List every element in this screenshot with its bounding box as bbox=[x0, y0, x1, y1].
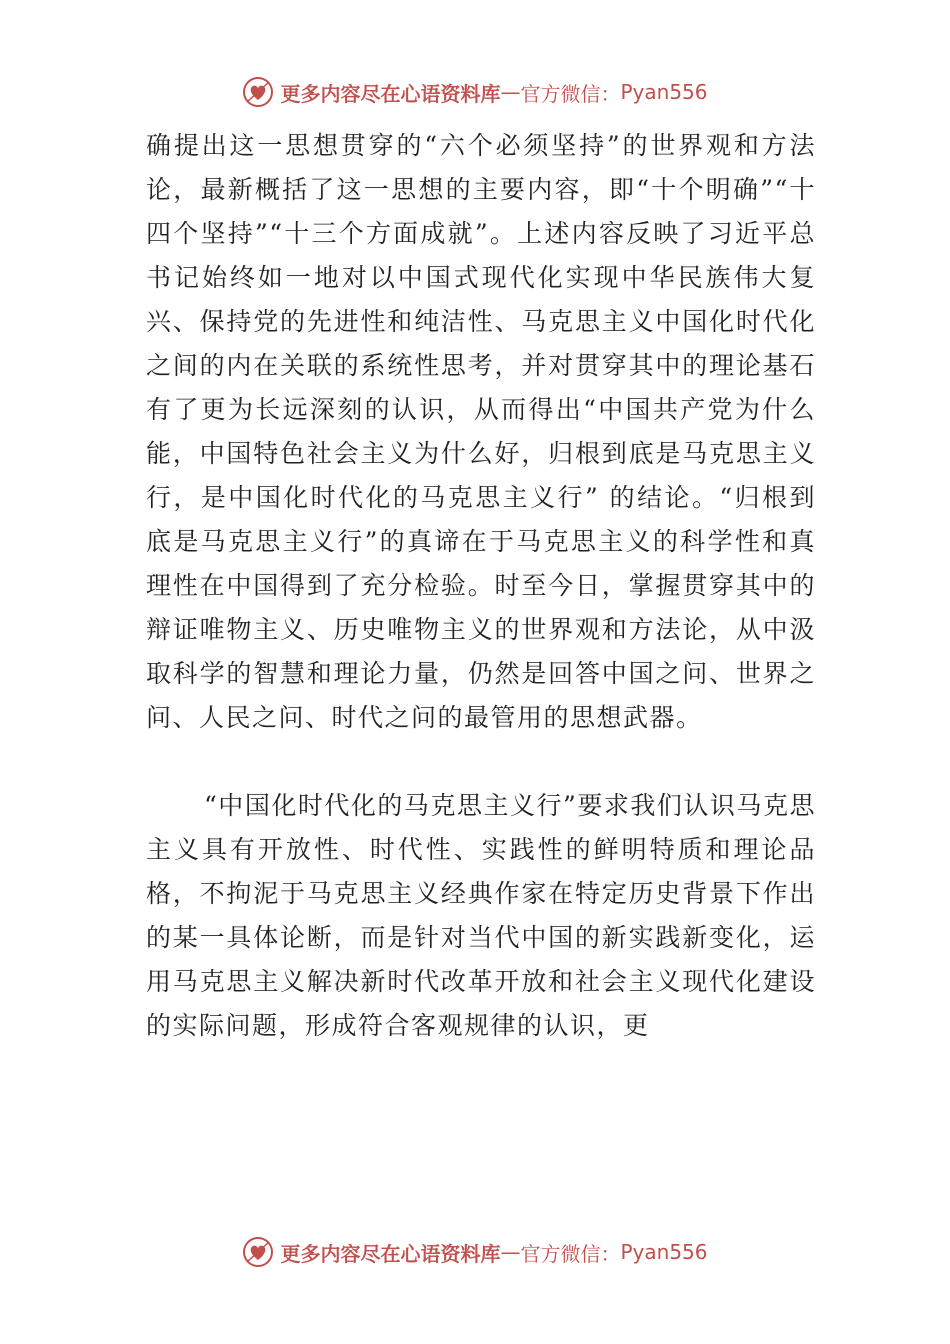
document-body bbox=[146, 124, 816, 1048]
footer-separator: — bbox=[500, 1240, 521, 1264]
footer-wechat-id: Pyan556 bbox=[620, 1240, 708, 1264]
paragraph-gap bbox=[146, 740, 816, 784]
header-watermark bbox=[0, 74, 950, 110]
heart-logo-icon bbox=[242, 76, 274, 108]
header-separator: — bbox=[500, 80, 521, 104]
footer-brand-text: 更多内容尽在心语资料库 bbox=[280, 1241, 501, 1266]
body-paragraph-1: 确提出这一思想贯穿的“六个必须坚持”的世界观和方法论，最新概括了这一思想的主要内容，即“十个明确”“十四个坚持”“十三个方面成就”。上述内容反映了习近平总书记始终如一地对以中国式现代化实现中华民族伟大复兴、保持党的先进性和纯洁性、马克思主义中国化时代化之间的内在关联的系统性思考，并对贯穿其中的理论基石有了更为长远深刻的认识，从而得出“中国共产党为什么能，中国特色社会主义为什么好，归根到底是马克思主义行，是中国化时代化的马克思主义行” 的结论。“归根到底是马克思主义行”的真谛在于马克思主义的科学性和真理性在中国得到了充分检验。时至今日，掌握贯穿其中的辩证唯物主义、历史唯物主义的世界观和方法论，从中汲取科学的智慧和理论力量，仍然是回答中国之问、世界之问、人民之问、时代之问的最管用的思想武器。 bbox=[146, 131, 816, 732]
header-wechat-label: 官方微信： bbox=[520, 81, 621, 106]
header-brand-text: 更多内容尽在心语资料库 bbox=[280, 81, 501, 106]
header-wechat-id: Pyan556 bbox=[620, 80, 708, 104]
footer-wechat-label: 官方微信： bbox=[520, 1241, 621, 1266]
footer-watermark bbox=[0, 1234, 950, 1270]
heart-logo-icon bbox=[242, 1236, 274, 1268]
body-paragraph-2: “中国化时代化的马克思主义行”要求我们认识马克思主义具有开放性、时代性、实践性的鲜明特质和理论品格，不拘泥于马克思主义经典作家在特定历史背景下作出的某一具体论断，而是针对当代中国的新实践新变化，运用马克思主义解决新时代改革开放和社会主义现代化建设的实际问题，形成符合客观规律的认识，更 bbox=[146, 791, 816, 1040]
